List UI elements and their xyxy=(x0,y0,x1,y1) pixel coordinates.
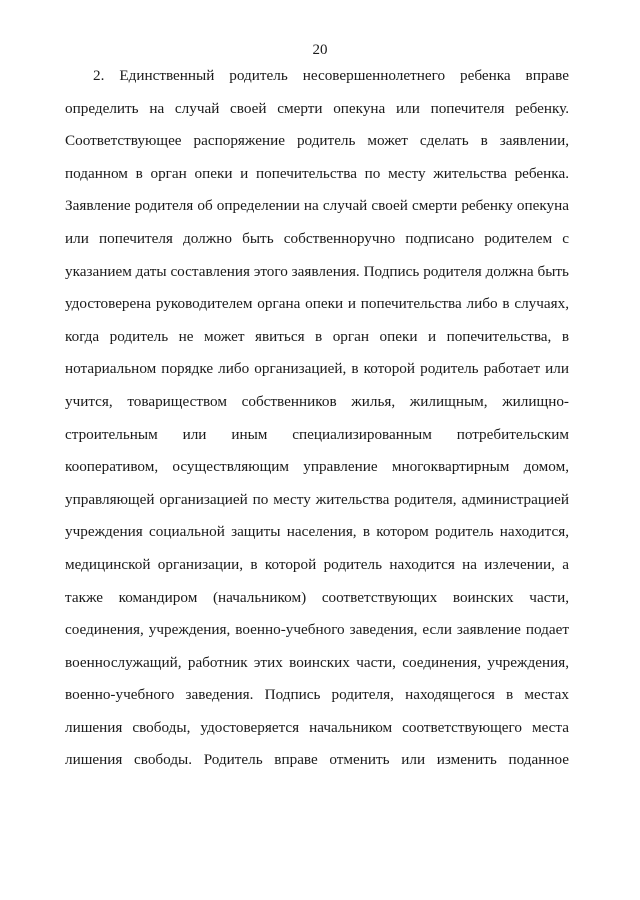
text-line: военнослужащий, работник этих воинских части, соединения, учреждения, xyxy=(65,653,569,671)
page-number: 20 xyxy=(312,42,328,58)
text-line: лишения свободы, удостоверяется начальником соответствующего места xyxy=(65,718,569,736)
text-line: учится, товариществом собственников жилья, жилищным, жилищно- xyxy=(65,392,569,410)
text-line: медицинской организации, в которой родитель находится на излечении, а xyxy=(65,555,569,573)
text-line: также командиром (начальником) соответствующих воинских части, xyxy=(65,588,569,606)
text-line: учреждения социальной защиты населения, в котором родитель находится, xyxy=(65,523,569,541)
text-line: указанием даты составления этого заявления. Подпись родителя должна быть xyxy=(65,262,569,280)
text-line: кооперативом, осуществляющим управление многоквартирным домом, xyxy=(65,458,569,476)
paragraph xyxy=(65,66,569,783)
text-line: 2. Единственный родитель несовершеннолетнего ребенка вправе xyxy=(93,67,569,84)
text-line: определить на случай своей смерти опекуна или попечителя ребенку. xyxy=(65,99,569,117)
text-line: военно-учебного заведения. Подпись родителя, находящегося в местах xyxy=(65,686,569,704)
text-line: когда родитель не может явиться в орган опеки и попечительства, в xyxy=(65,327,569,345)
text-line: поданном в орган опеки и попечительства по месту жительства ребенка. xyxy=(65,164,569,182)
text-line: или попечителя должно быть собственноручно подписано родителем с xyxy=(65,229,569,247)
text-line: Заявление родителя об определении на случай своей смерти ребенку опекуна xyxy=(65,197,569,215)
text-line: удостоверена руководителем органа опеки и попечительства либо в случаях, xyxy=(65,295,569,313)
text-line: управляющей организацией по месту жительства родителя, администрацией xyxy=(65,490,569,508)
text-line: нотариальном порядке либо организацией, в которой родитель работает или xyxy=(65,360,569,378)
text-line: соединения, учреждения, военно-учебного заведения, если заявление подает xyxy=(65,621,569,639)
text-line: лишения свободы. Родитель вправе отменить или изменить поданное xyxy=(65,751,569,769)
text-line: строительным или иным специализированным потребительским xyxy=(65,425,569,443)
text-line: Соответствующее распоряжение родитель может сделать в заявлении, xyxy=(65,132,569,150)
